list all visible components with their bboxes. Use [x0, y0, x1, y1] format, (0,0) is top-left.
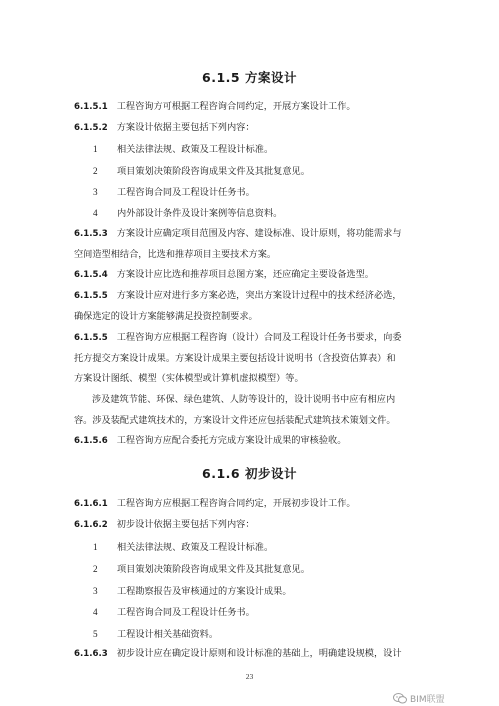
clause-text-continued: 确保选定的设计方案能够满足投资控制要求。: [74, 310, 258, 322]
clause-text: 方案设计应比选和推荐项目总图方案，还应确定主要设备选型。: [116, 269, 374, 280]
page-number: 23: [245, 672, 254, 681]
clause-number: 6.1.5.1: [74, 102, 108, 112]
clause-6-1-6-1: [74, 494, 432, 515]
list-item: 4 内外部设计条件及设计案例等信息资料。: [93, 208, 283, 219]
list-item: 2 项目策划决策阶段咨询成果文件及其批复意见。: [93, 564, 310, 575]
clause-6-1-5-6: [74, 431, 432, 452]
paragraph-text: 容。涉及装配式建筑技术的，方案设计文件还应包括装配式建筑技术策划文件。: [74, 414, 396, 426]
clause-number: 6.1.5.4: [74, 270, 108, 280]
clause-text: 工程咨询方应配合委托方完成方案设计成果的审核验收。: [116, 435, 347, 446]
clause-number: 6.1.6.1: [74, 499, 108, 509]
list-item: 3 工程咨询合同及工程设计任务书。: [93, 187, 255, 198]
clause-number: 6.1.5.5: [74, 333, 108, 343]
clause-number: 6.1.6.3: [74, 649, 108, 659]
clause-6-1-5-3: [74, 224, 432, 265]
clause-text-continued: 方案设计图纸、模型（实体模型或计算机虚拟模型）等。: [74, 373, 304, 384]
section-heading-6-1-6: 6.1.6 初步设计: [202, 466, 297, 481]
list-item: 1 相关法律法规、政策及工程设计标准。: [93, 542, 274, 553]
clause-text: 初步设计依据主要包括下列内容：: [116, 519, 255, 530]
clause-number: 6.1.5.6: [74, 436, 108, 446]
clause-text: 方案设计应确定项目范围及内容、建设标准、设计原则，将功能需求与: [116, 228, 402, 239]
clause-text-continued: 托方提交方案设计成果。方案设计成果主要包括设计说明书（含投资估算表）和: [74, 352, 396, 364]
clause-6-1-5-1: [74, 97, 432, 118]
clause-number: 6.1.5.3: [74, 229, 108, 239]
clause-number: 6.1.5.5: [74, 291, 108, 301]
clause-6-1-5-5-b: [74, 328, 432, 390]
watermark: [393, 692, 445, 704]
clause-6-1-5-2: [74, 118, 432, 139]
list-item: 5 工程设计相关基础资料。: [93, 629, 219, 640]
clause-text: 初步设计应在确定设计原则和设计标准的基础上，明确建设规模，设计: [116, 648, 402, 659]
clause-6-1-6-3: [74, 644, 432, 665]
list-item: 4 工程咨询合同及工程设计任务书。: [93, 607, 255, 618]
clause-text: 方案设计应对进行多方案必选，突出方案设计过程中的技术经济必选，: [116, 290, 402, 301]
clause-6-1-5-5-a: [74, 286, 432, 327]
watermark-text: BIM联盟: [410, 695, 445, 705]
list-item: 3 工程勘察报告及审核通过的方案设计成果。: [93, 586, 292, 597]
clause-text: 方案设计依据主要包括下列内容：: [116, 122, 255, 133]
paragraph-continuation: [74, 390, 432, 431]
clause-text: 工程咨询方应根据工程咨询（设计）合同及工程设计任务书要求，向委: [116, 332, 402, 343]
clause-text: 工程咨询方可根据工程咨询合同约定，开展方案设计工作。: [116, 101, 356, 112]
paragraph-text: 涉及建筑节能、环保、绿色建筑、人防等设计的，设计说明书中应有相应内: [92, 394, 396, 405]
clause-text: 工程咨询方应根据工程咨询合同约定，开展初步设计工作。: [116, 498, 356, 509]
clause-6-1-5-4: [74, 265, 432, 286]
list-item: 2 项目策划决策阶段咨询成果文件及其批复意见。: [93, 166, 310, 177]
clause-6-1-6-2: [74, 515, 432, 536]
list-item: 1 相关法律法规、政策及工程设计标准。: [93, 144, 274, 155]
wechat-icon: [393, 693, 407, 704]
clause-number: 6.1.5.2: [74, 123, 108, 133]
clause-number: 6.1.6.2: [74, 520, 108, 530]
section-heading-6-1-5: 6.1.5 方案设计: [202, 70, 297, 85]
clause-text-continued: 空间造型相结合，比选和推荐项目主要技术方案。: [74, 248, 277, 260]
